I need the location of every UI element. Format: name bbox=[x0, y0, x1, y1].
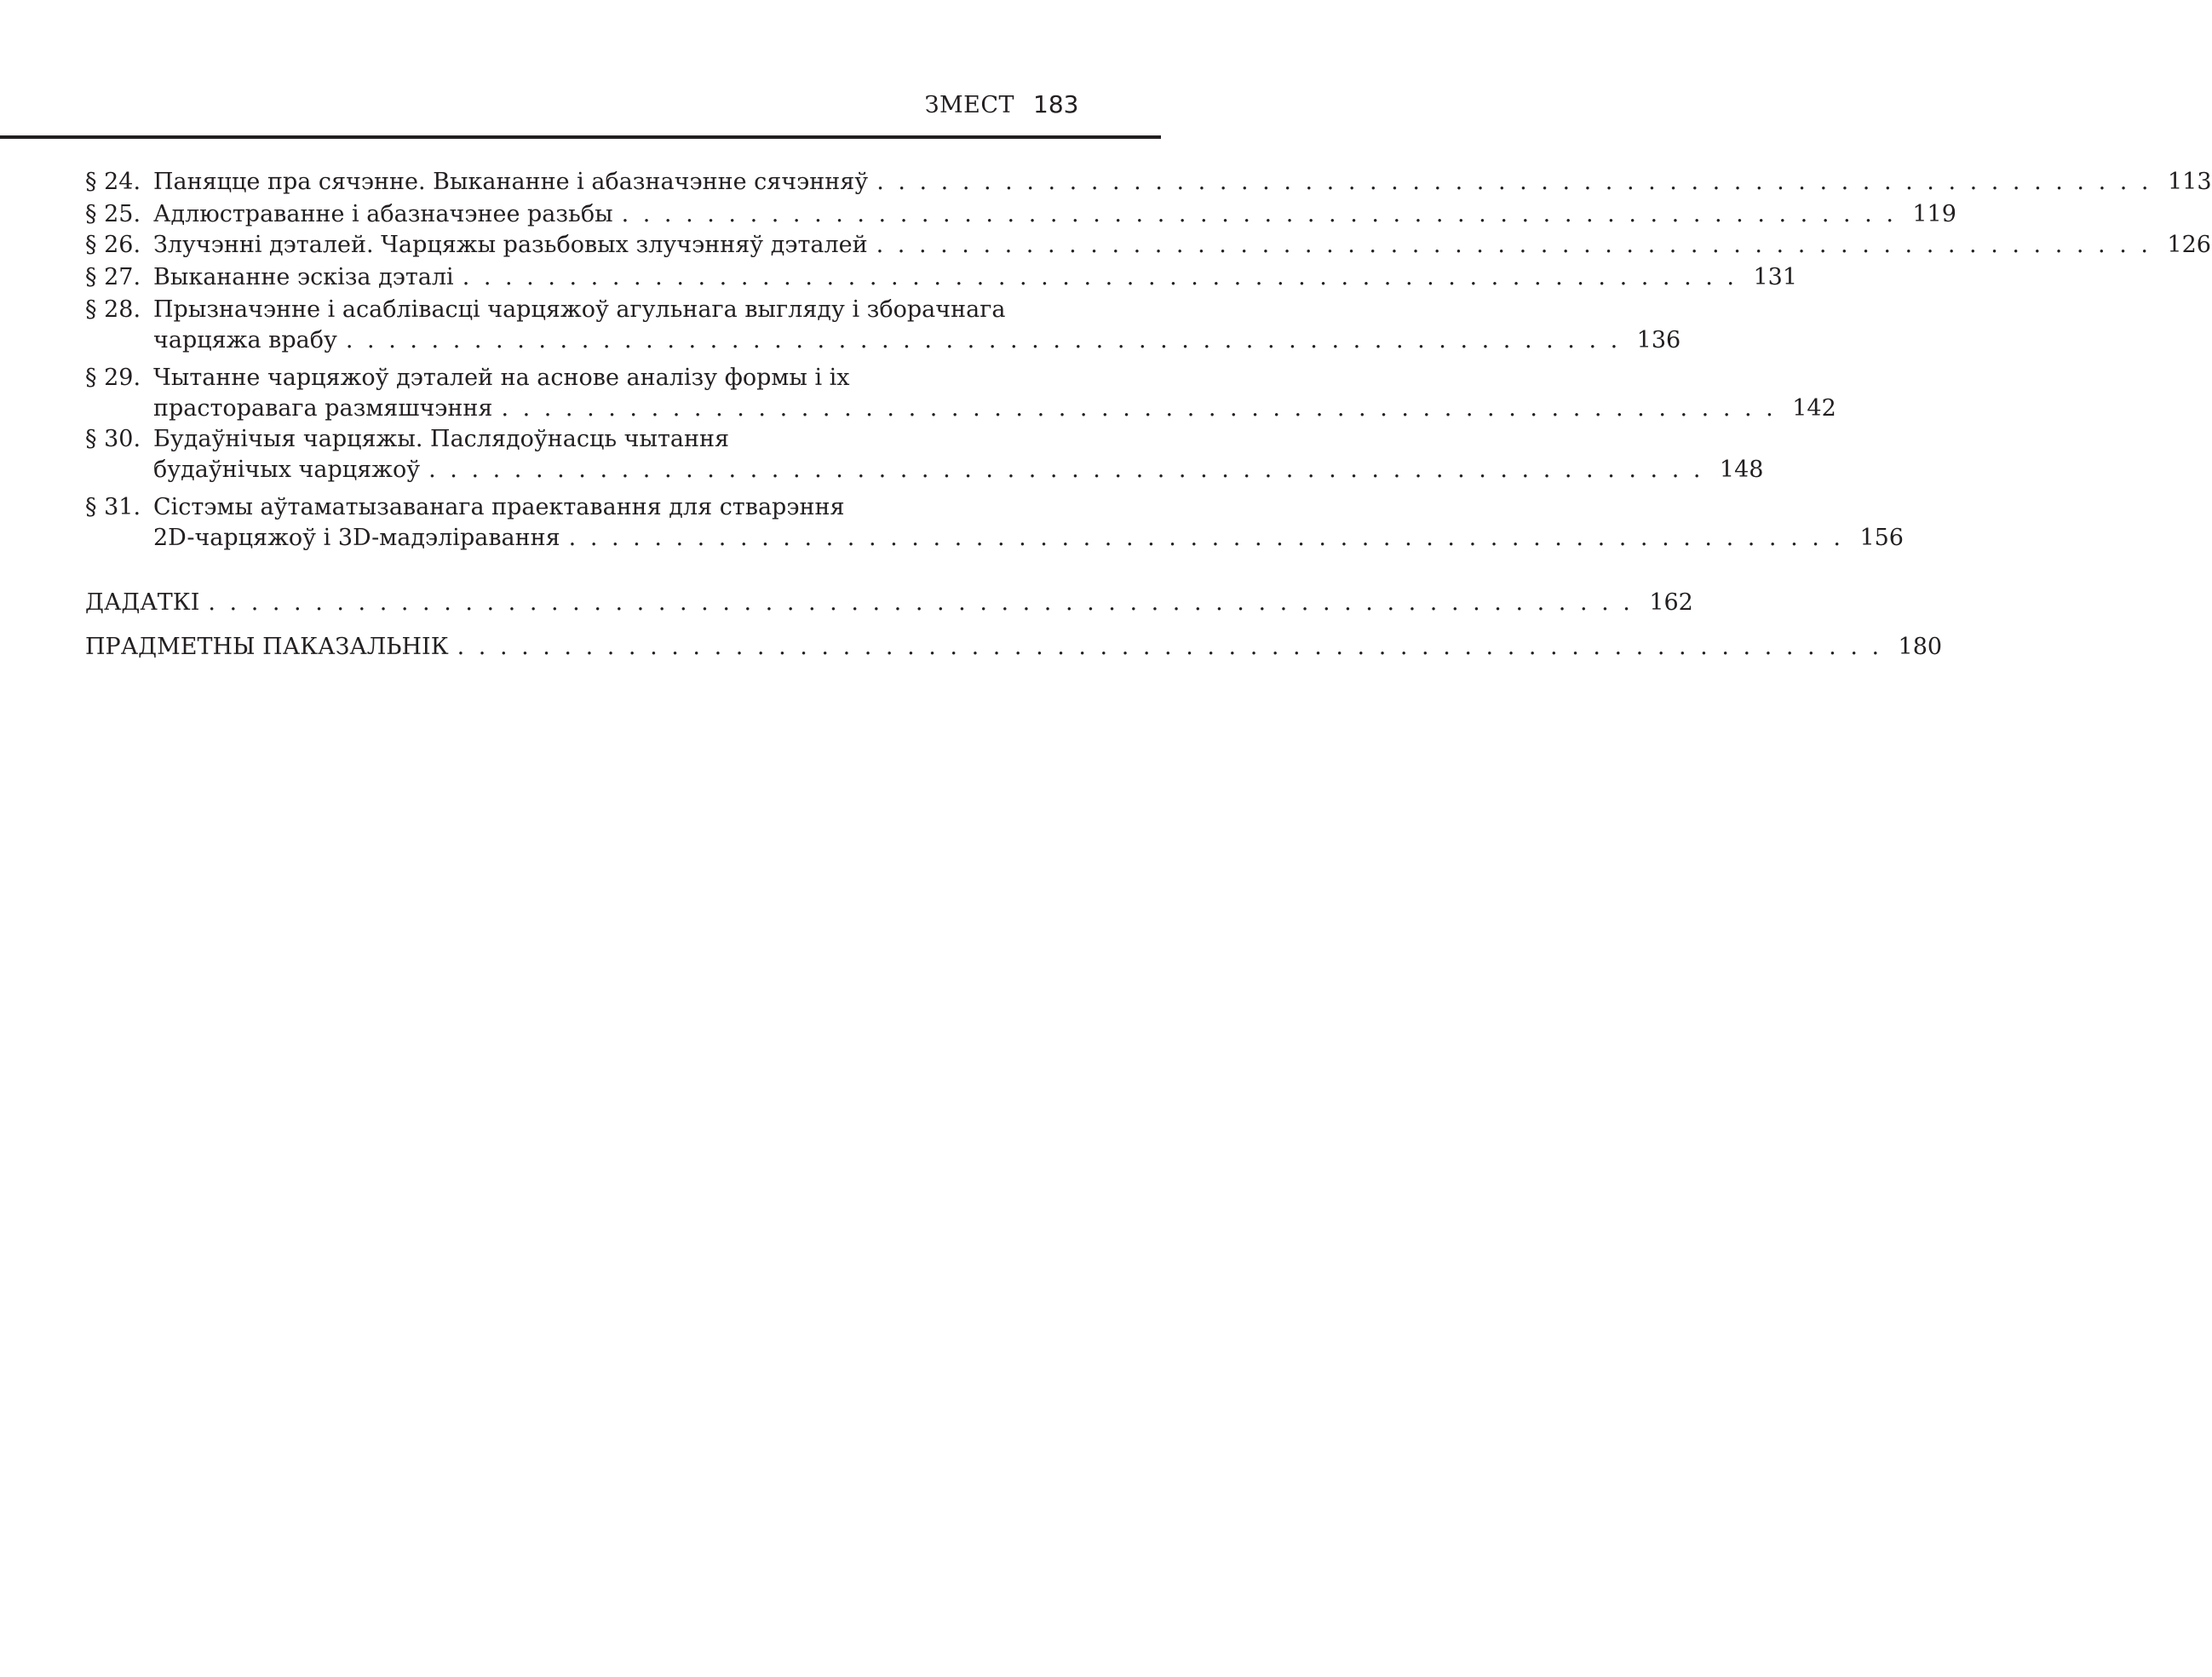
toc-entry-page: 136 bbox=[1636, 327, 1681, 353]
toc-entry-number: § 25. bbox=[85, 201, 141, 227]
toc-entry-body bbox=[153, 424, 1764, 485]
toc-entry-title: Адлюстраванне і абазначэнее разьбы bbox=[153, 201, 613, 227]
toc-entry-title: Прызначэнне і асаблівасці чарцяжоў агульнага выгляду і зборачнага bbox=[153, 296, 1006, 323]
toc-appendix-entry[interactable] bbox=[85, 588, 1693, 618]
toc-entry-body bbox=[153, 199, 1956, 230]
toc-entry-body bbox=[153, 167, 2212, 198]
toc-entry[interactable] bbox=[85, 230, 2211, 261]
running-head-title: ЗМЕСТ bbox=[924, 92, 1014, 118]
table-of-contents bbox=[85, 167, 2212, 663]
toc-entry-number: § 30. bbox=[85, 426, 141, 452]
toc-entry-line bbox=[153, 523, 1904, 554]
dot-leader: . . . . . . . . . . . . . . . . . . . . . . . . . . . . . . . . . . . . . . . . . . . . . . . . . . . . . . . . . . . . . . . . . . . bbox=[457, 634, 1883, 660]
toc-appendix-page: 162 bbox=[1649, 589, 1693, 616]
toc-entry-line bbox=[153, 167, 2212, 198]
toc-entry-title-cont: прасторавага размяшчэння bbox=[153, 395, 493, 422]
toc-entry-page: 119 bbox=[1912, 201, 1956, 227]
toc-index-entry[interactable] bbox=[85, 632, 1943, 663]
toc-entry[interactable] bbox=[85, 424, 1764, 485]
toc-entry-number: § 27. bbox=[85, 264, 141, 290]
toc-entry-title: Выкананне эскіза дэталі bbox=[153, 264, 454, 290]
toc-entry-page: 126 bbox=[2167, 232, 2211, 258]
toc-entry[interactable] bbox=[85, 363, 1836, 424]
toc-index-title: ПРАДМЕТНЫ ПАКАЗАЛЬНІК bbox=[85, 634, 449, 660]
toc-appendix-title: ДАДАТКІ bbox=[85, 589, 200, 616]
toc-entry-number: § 24. bbox=[85, 169, 141, 195]
dot-leader: . . . . . . . . . . . . . . . . . . . . . . . . . . . . . . . . . . . . . . . . . . . . . . . . . . . . . . . . . . . . bbox=[621, 201, 1897, 227]
toc-entry[interactable] bbox=[85, 295, 1681, 356]
toc-entry-body bbox=[153, 492, 1904, 554]
toc-entry-line bbox=[153, 199, 1956, 230]
dot-leader: . . . . . . . . . . . . . . . . . . . . . . . . . . . . . . . . . . . . . . . . . . . . . . . . . . . . . . . . . . . . bbox=[876, 232, 2152, 258]
toc-entry-line bbox=[153, 262, 1798, 293]
toc-entry-page: 131 bbox=[1753, 264, 1798, 290]
toc-entry-title: Чытанне чарцяжоў дэталей на аснове аналізу формы і іх bbox=[153, 365, 850, 391]
header-rule bbox=[0, 135, 1161, 139]
toc-entry[interactable] bbox=[85, 167, 2212, 198]
toc-entry-title: Злучэнні дэталей. Чарцяжы разьбовых злучэнняў дэталей bbox=[153, 232, 868, 258]
dot-leader: . . . . . . . . . . . . . . . . . . . . . . . . . . . . . . . . . . . . . . . . . . . . . . . . . . . . . . . . . . . . bbox=[345, 327, 1622, 353]
toc-entry-body bbox=[153, 230, 2211, 261]
toc-entry[interactable] bbox=[85, 199, 1956, 230]
dot-leader: . . . . . . . . . . . . . . . . . . . . . . . . . . . . . . . . . . . . . . . . . . . . . . . . . . . . . . . . . . . . bbox=[501, 395, 1777, 422]
toc-entry[interactable] bbox=[85, 492, 1904, 554]
toc-entry-page: 156 bbox=[1859, 525, 1904, 551]
toc-entry-title-cont: 2D-чарцяжоў і 3D-мадэліравання bbox=[153, 525, 560, 551]
toc-entry-line bbox=[153, 393, 1836, 424]
toc-entry-body bbox=[153, 262, 1798, 293]
dot-leader: . . . . . . . . . . . . . . . . . . . . . . . . . . . . . . . . . . . . . . . . . . . . . . . . . . . . . . . . . . . . bbox=[462, 264, 1738, 290]
page-header bbox=[0, 0, 1161, 139]
toc-entry-page: 148 bbox=[1719, 457, 1764, 483]
toc-entry-line bbox=[153, 325, 1681, 356]
toc-entry-title: Сістэмы аўтаматызаванага праектавання для стварэння bbox=[153, 494, 845, 520]
toc-entry-title: Паняцце пра сячэнне. Выкананне і абазначэнне сячэнняў bbox=[153, 169, 869, 195]
toc-entry-page: 142 bbox=[1792, 395, 1836, 422]
toc-index-page: 180 bbox=[1898, 634, 1943, 660]
page-number: 183 bbox=[1033, 90, 1079, 118]
toc-entry-title: Будаўнічыя чарцяжы. Паслядоўнасць чытання bbox=[153, 426, 730, 452]
toc-entry-number: § 29. bbox=[85, 365, 141, 391]
toc-entry-page: 113 bbox=[2167, 169, 2212, 195]
toc-entry-number: § 28. bbox=[85, 296, 141, 323]
toc-entry-line bbox=[153, 230, 2211, 261]
dot-leader: . . . . . . . . . . . . . . . . . . . . . . . . . . . . . . . . . . . . . . . . . . . . . . . . . . . . . . . . . . . . . . . . . . . bbox=[208, 589, 1634, 616]
toc-entry-body bbox=[153, 295, 1681, 356]
toc-entry-title-cont: будаўнічых чарцяжоў bbox=[153, 457, 421, 483]
toc-entry-body bbox=[153, 363, 1836, 424]
toc-entry-title-cont: чарцяжа врабу bbox=[153, 327, 337, 353]
toc-entry-number: § 26. bbox=[85, 232, 141, 258]
dot-leader: . . . . . . . . . . . . . . . . . . . . . . . . . . . . . . . . . . . . . . . . . . . . . . . . . . . . . . . . . . . . bbox=[428, 457, 1704, 483]
dot-leader: . . . . . . . . . . . . . . . . . . . . . . . . . . . . . . . . . . . . . . . . . . . . . . . . . . . . . . . . . . . . bbox=[876, 169, 2152, 195]
toc-entry[interactable] bbox=[85, 262, 1798, 293]
dot-leader: . . . . . . . . . . . . . . . . . . . . . . . . . . . . . . . . . . . . . . . . . . . . . . . . . . . . . . . . . . . . bbox=[568, 525, 1844, 551]
toc-entry-number: § 31. bbox=[85, 494, 141, 520]
toc-entry-line bbox=[153, 455, 1764, 485]
